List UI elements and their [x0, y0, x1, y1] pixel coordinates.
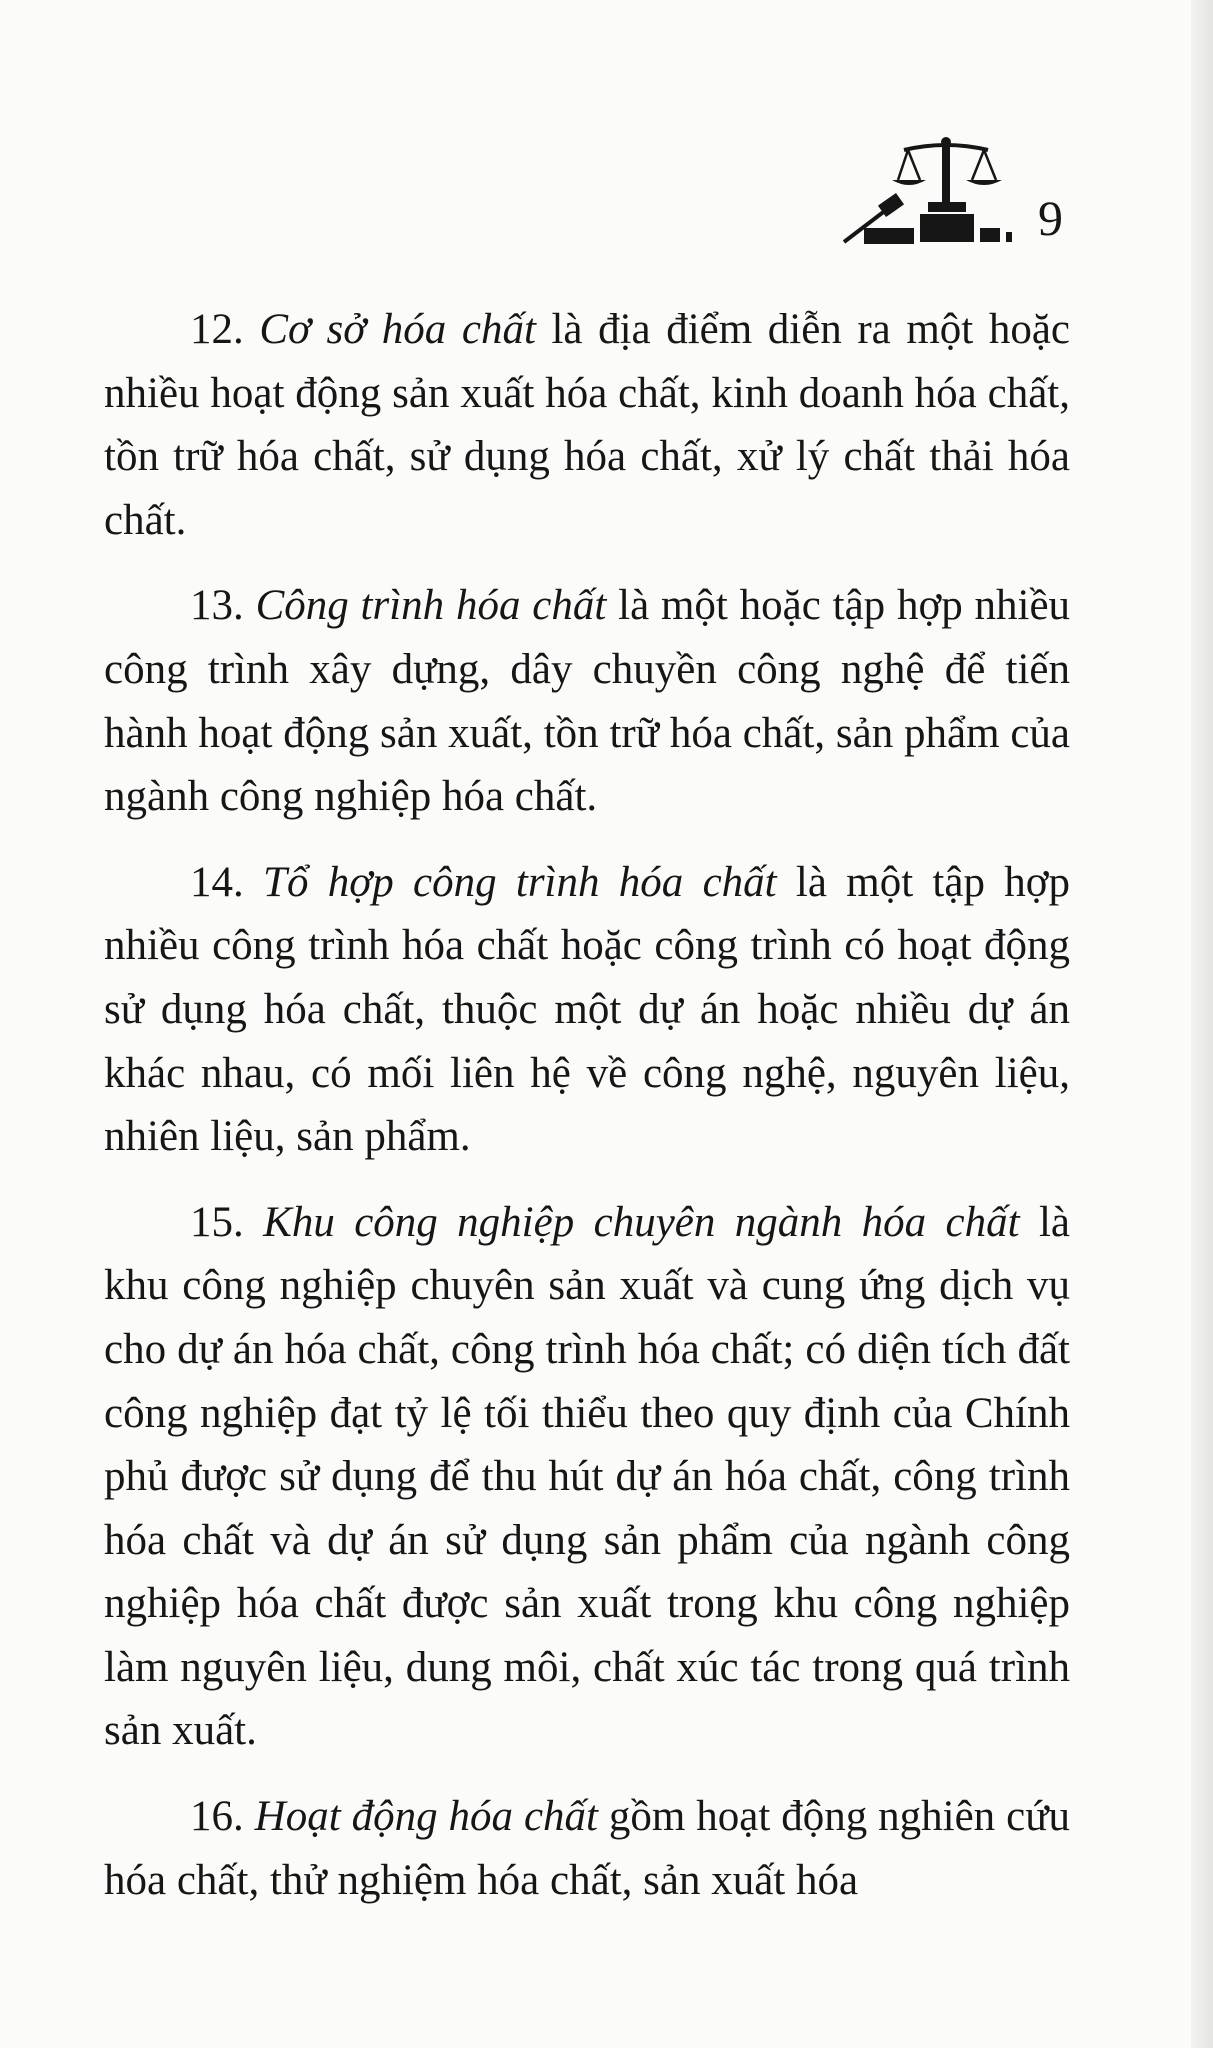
scales-of-justice-and-gavel-icon	[842, 128, 1018, 248]
paragraph-12	[104, 298, 1070, 552]
paragraph-number: 13.	[190, 582, 244, 630]
defined-term: Cơ sở hóa chất	[259, 306, 536, 353]
paragraph-text: là địa điểm diễn ra một hoặc nhiều hoạt động sản xuất hóa chất, kinh doanh hóa chất, tồn trữ hóa chất, sử dụng hóa chất, xử lý chất thải hóa chất.	[104, 306, 1070, 544]
paragraph-text: là một hoặc tập hợp nhiều công trình xây dựng, dây chuyền công nghệ để tiến hành hoạt động sản xuất, tồn trữ hóa chất, sản phẩm của ngành công nghiệp hóa chất.	[104, 582, 1071, 821]
paragraph-13	[104, 574, 1070, 828]
paragraph-text: là khu công nghiệp chuyên sản xuất và cung ứng dịch vụ cho dự án hóa chất, công trình hóa chất; có diện tích đất công nghiệp đạt tỷ lệ tối thiểu theo quy định của Chính phủ được sử dụng để thu hút dự án hóa chất, công trình hóa chất và dự án sử dụng sản phẩm của ngành công nghiệp hóa chất được sản xuất trong khu công nghiệp làm nguyên liệu, dung môi, chất xúc tác trong quá trình sản xuất.	[104, 1198, 1070, 1755]
page-edge-shadow	[1191, 0, 1213, 2048]
defined-term: Hoạt động hóa chất	[254, 1793, 598, 1841]
paragraph-number: 12.	[190, 306, 244, 353]
defined-term: Tổ hợp công trình hóa chất	[263, 858, 777, 906]
paragraph-text: gồm hoạt động nghiên cứu hóa chất, thử nghiệm hóa chất, sản xuất hóa	[104, 1793, 1070, 1904]
defined-term: Khu công nghiệp chuyên ngành hóa chất	[263, 1198, 1020, 1246]
defined-term: Công trình hóa chất	[255, 582, 607, 630]
paragraph-text: là một tập hợp nhiều công trình hóa chất hoặc công trình có hoạt động sử dụng hóa chất, thuộc một dự án hoặc nhiều dự án khác nhau, có mối liên hệ về công nghệ, nguyên liệu, nhiên liệu, sản phẩm.	[104, 858, 1070, 1161]
paragraph-15	[104, 1191, 1070, 1763]
paragraph-number: 16.	[190, 1793, 244, 1841]
paragraph-number: 15.	[190, 1198, 244, 1246]
paragraph-number: 14.	[190, 858, 244, 906]
paragraph-14	[104, 851, 1070, 1169]
paragraph-16	[104, 1785, 1070, 1912]
body-text	[104, 298, 1070, 1934]
page-number: 9	[1038, 190, 1063, 246]
